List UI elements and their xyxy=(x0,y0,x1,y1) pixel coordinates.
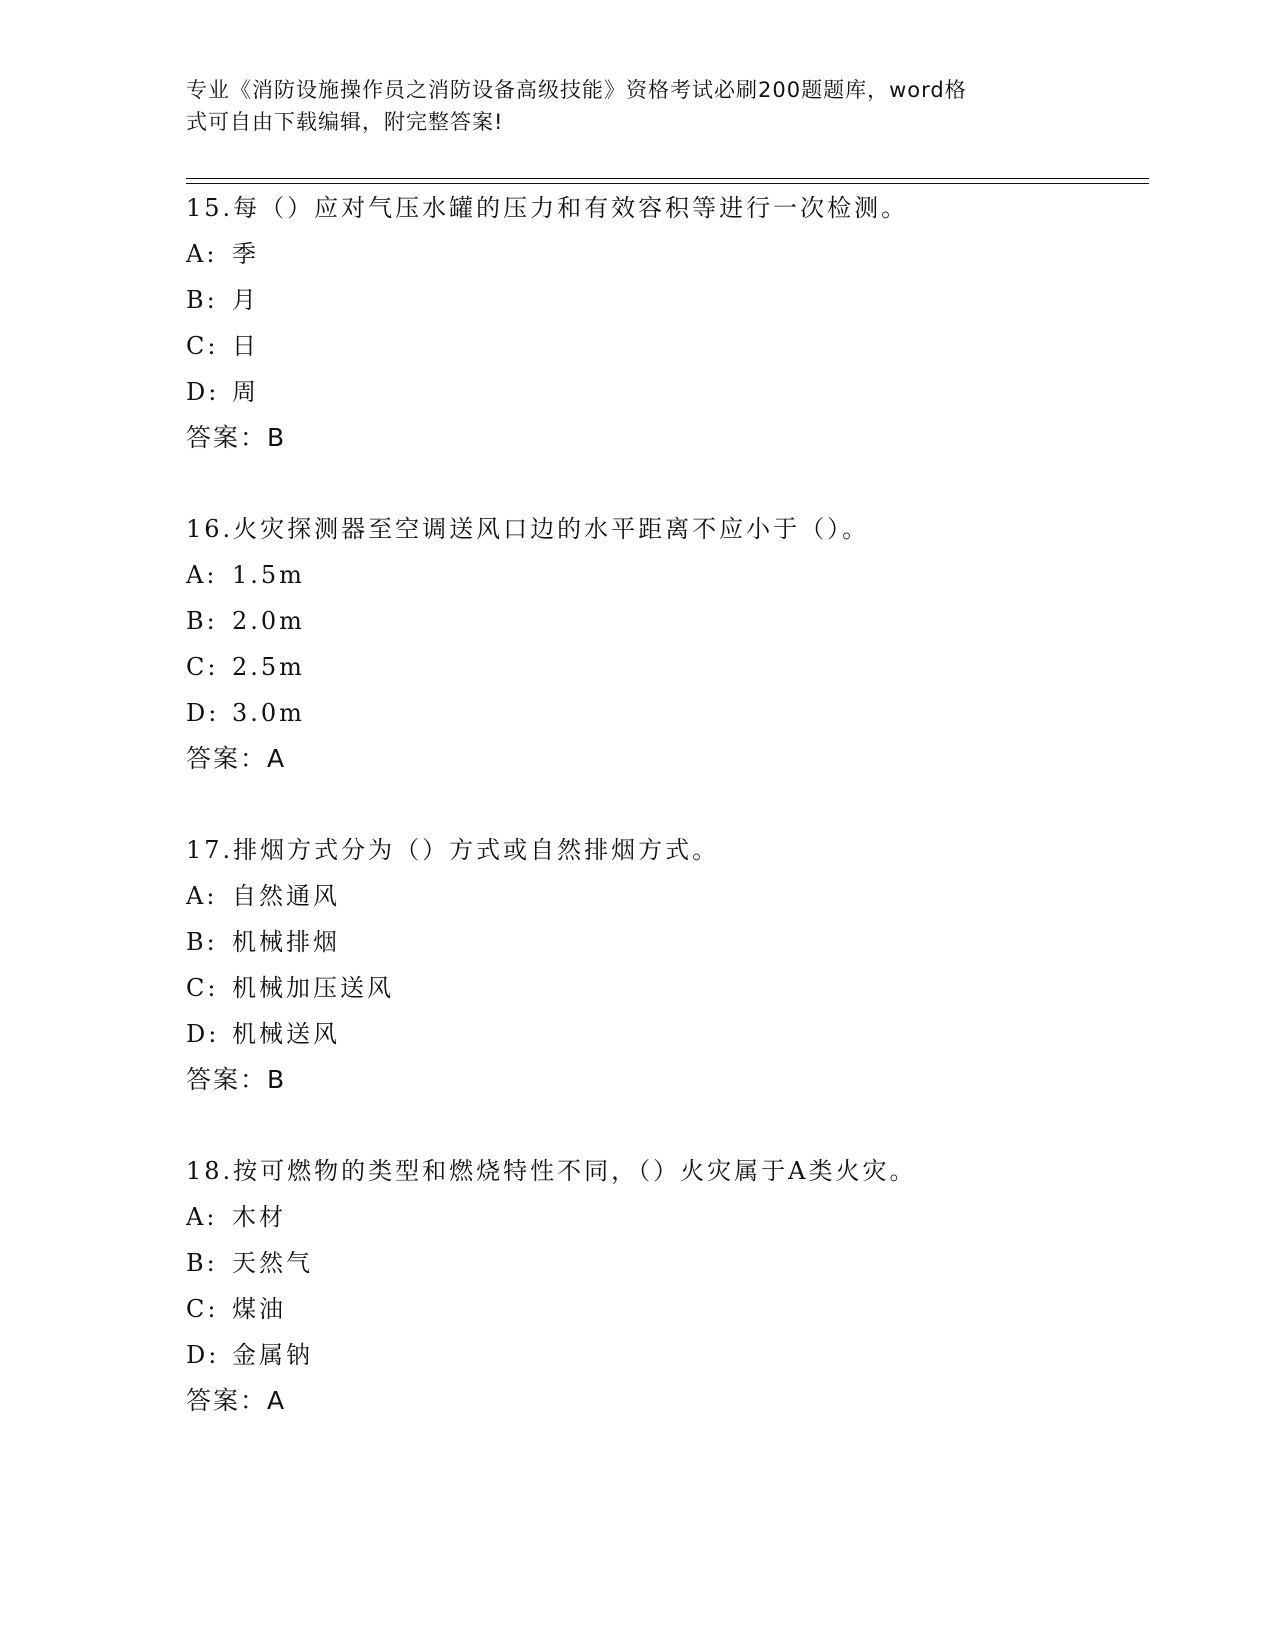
option-b xyxy=(186,277,1146,323)
option-text: 日 xyxy=(232,332,259,360)
answer-line: 答案：A xyxy=(186,744,287,773)
option-letter: D: xyxy=(186,378,220,406)
option-text: 煤油 xyxy=(232,1295,286,1323)
question-text: 15.每（）应对气压水罐的压力和有效容积等进行一次检测。 xyxy=(186,194,909,222)
answer-line: 答案：A xyxy=(186,1386,287,1415)
option-letter: D: xyxy=(186,699,220,727)
question-text: 17.排烟方式分为（）方式或自然排烟方式。 xyxy=(186,836,720,864)
option-text: 木材 xyxy=(232,1203,286,1231)
option-text: 1.5m xyxy=(232,561,305,589)
option-c xyxy=(186,965,1146,1011)
question-18 xyxy=(186,1148,1146,1424)
option-b xyxy=(186,1240,1146,1286)
option-letter: C: xyxy=(186,1295,219,1323)
option-d xyxy=(186,369,1146,415)
option-letter: D: xyxy=(186,1020,220,1048)
option-letter: B: xyxy=(186,286,218,314)
option-b xyxy=(186,919,1146,965)
option-letter: A: xyxy=(186,882,218,910)
option-a xyxy=(186,873,1146,919)
option-text: 机械送风 xyxy=(232,1020,340,1048)
header-divider-bottom xyxy=(186,183,1149,184)
option-letter: C: xyxy=(186,332,219,360)
option-letter: C: xyxy=(186,653,219,681)
question-16 xyxy=(186,506,1146,782)
header-line-2: 式可自由下载编辑，附完整答案! xyxy=(186,110,504,134)
option-a xyxy=(186,1194,1146,1240)
option-letter: A: xyxy=(186,240,218,268)
question-text: 18.按可燃物的类型和燃烧特性不同，（）火灾属于A类火灾。 xyxy=(186,1157,917,1185)
option-c xyxy=(186,323,1146,369)
option-text: 机械加压送风 xyxy=(232,974,394,1002)
answer-line: 答案：B xyxy=(186,1065,287,1094)
question-text: 16.火灾探测器至空调送风口边的水平距离不应小于（）。 xyxy=(186,515,870,543)
option-a xyxy=(186,231,1146,277)
document-header xyxy=(186,74,1066,138)
option-letter: C: xyxy=(186,974,219,1002)
option-a xyxy=(186,552,1146,598)
option-letter: B: xyxy=(186,607,218,635)
option-text: 机械排烟 xyxy=(232,928,340,956)
option-letter: A: xyxy=(186,1203,218,1231)
option-text: 自然通风 xyxy=(232,882,340,910)
option-text: 季 xyxy=(232,240,259,268)
option-letter: D: xyxy=(186,1341,220,1369)
header-divider-top xyxy=(186,178,1149,179)
option-c xyxy=(186,644,1146,690)
option-letter: A: xyxy=(186,561,218,589)
option-text: 2.5m xyxy=(232,653,305,681)
option-b xyxy=(186,598,1146,644)
option-text: 金属钠 xyxy=(232,1341,313,1369)
option-letter: B: xyxy=(186,1249,218,1277)
question-15 xyxy=(186,185,1146,461)
option-letter: B: xyxy=(186,928,218,956)
question-17 xyxy=(186,827,1146,1103)
answer-line: 答案：B xyxy=(186,423,287,452)
option-c xyxy=(186,1286,1146,1332)
option-d xyxy=(186,1011,1146,1057)
header-line-1: 专业《消防设施操作员之消防设备高级技能》资格考试必刷200题题库，word格 xyxy=(186,78,967,102)
option-text: 周 xyxy=(232,378,259,406)
option-text: 月 xyxy=(232,286,259,314)
option-d xyxy=(186,690,1146,736)
option-text: 天然气 xyxy=(232,1249,313,1277)
option-text: 2.0m xyxy=(232,607,305,635)
option-d xyxy=(186,1332,1146,1378)
option-text: 3.0m xyxy=(232,699,305,727)
